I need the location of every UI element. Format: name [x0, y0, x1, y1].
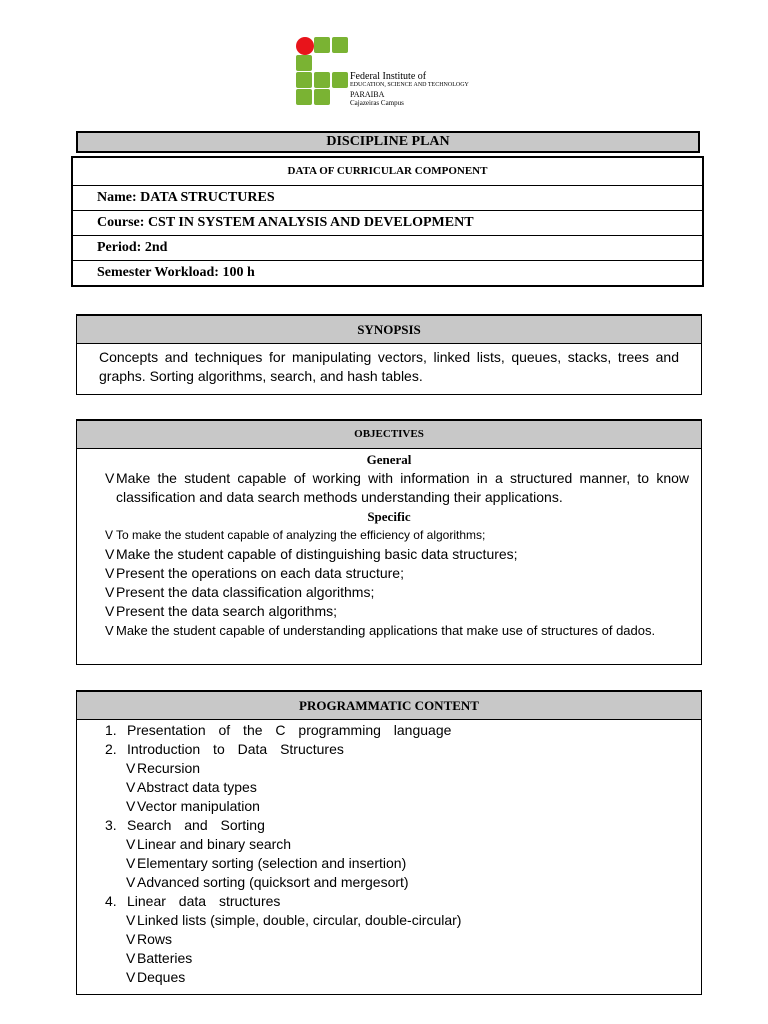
- bullet-icon: V: [105, 565, 115, 581]
- bullet-icon: V: [105, 603, 115, 619]
- item-number: 1.: [105, 722, 117, 738]
- sub-item-label: Deques: [137, 969, 186, 985]
- row-value: 2nd: [144, 240, 168, 255]
- logo-text-line1: Federal Institute of: [350, 71, 427, 82]
- list-item: [77, 740, 701, 759]
- general-subheading: General: [366, 452, 412, 467]
- objectives-section: [76, 419, 702, 665]
- row-label: Name:: [97, 190, 137, 205]
- list-item: [77, 892, 701, 911]
- list-item: [77, 621, 701, 640]
- synopsis-text: Concepts and techniques for manipulating vectors, linked lists, queues, stacks, trees and graphs. Sorting algorithms, search, and hash tables.: [99, 349, 679, 384]
- programmatic-list: [77, 720, 701, 987]
- sub-item: [77, 949, 701, 968]
- item-number: 3.: [105, 817, 117, 833]
- row-label: Semester Workload:: [97, 265, 219, 280]
- sub-item-label: Recursion: [137, 760, 201, 776]
- sub-item-label: Linked lists (simple, double, circular, double-circular): [137, 912, 462, 928]
- bullet-icon: V: [105, 623, 114, 638]
- specific-objective-text: Make the student capable of understanding applications that make use of structures of dados.: [116, 623, 656, 638]
- row-label: Course:: [97, 215, 145, 230]
- item-number: 2.: [105, 741, 117, 757]
- synopsis-header: SYNOPSIS: [77, 315, 701, 344]
- sub-item: [77, 911, 701, 930]
- item-label: Presentation of the C programming language: [127, 722, 452, 738]
- logo-square: [314, 72, 330, 88]
- institute-logo: [296, 37, 496, 107]
- bullet-icon: V: [126, 969, 136, 985]
- course-row: [73, 211, 702, 236]
- item-number: 4.: [105, 893, 117, 909]
- sub-item-label: Elementary sorting (selection and insertion): [137, 855, 407, 871]
- item-label: Search and Sorting: [127, 817, 265, 833]
- sub-item-label: Vector manipulation: [137, 798, 260, 814]
- logo-square: [296, 89, 312, 105]
- logo-square: [296, 72, 312, 88]
- bullet-icon: V: [126, 912, 136, 928]
- period-row: [73, 236, 702, 261]
- bullet-icon: V: [126, 950, 136, 966]
- logo-red-dot: [296, 37, 314, 55]
- sub-item: [77, 873, 701, 892]
- row-value: CST IN SYSTEM ANALYSIS AND DEVELOPMENT: [147, 215, 474, 230]
- bullet-icon: V: [105, 528, 114, 542]
- general-objective-text: Make the student capable of working with information in a structured manner, to know classification and data search methods understanding their applications.: [116, 470, 689, 505]
- sub-item-label: Advanced sorting (quicksort and mergesort): [137, 874, 409, 890]
- bullet-icon: V: [105, 546, 115, 562]
- bullet-icon: V: [126, 798, 136, 814]
- bullet-icon: V: [126, 855, 136, 871]
- sub-item: [77, 854, 701, 873]
- logo-square: [314, 89, 330, 105]
- sub-item: [77, 778, 701, 797]
- sub-item: [77, 797, 701, 816]
- bullet-icon: V: [126, 931, 136, 947]
- logo-square: [314, 37, 330, 53]
- specific-objective-text: Present the data classification algorithms;: [116, 584, 375, 600]
- bullet-icon: V: [105, 584, 115, 600]
- logo-text-line3: PARAIBA: [350, 90, 385, 99]
- curricular-header: DATA OF CURRICULAR COMPONENT: [73, 158, 702, 186]
- logo-square: [332, 72, 348, 88]
- sub-item-label: Batteries: [137, 950, 193, 966]
- row-value: 100 h: [222, 265, 255, 280]
- logo-text-line2: EDUCATION, SCIENCE AND TECHNOLOGY: [350, 82, 469, 88]
- curricular-component-table: [71, 156, 704, 287]
- bullet-icon: V: [126, 779, 136, 795]
- sub-item-label: Abstract data types: [137, 779, 257, 795]
- specific-objective-text: To make the student capable of analyzing the efficiency of algorithms;: [116, 528, 486, 542]
- sub-item: [77, 759, 701, 778]
- list-item: [77, 602, 701, 621]
- sub-item: [77, 835, 701, 854]
- specific-subheading: Specific: [367, 509, 411, 524]
- list-item: [77, 583, 701, 602]
- list-item: [77, 469, 701, 507]
- specific-objective-text: Make the student capable of distinguishing basic data structures;: [116, 546, 518, 562]
- sub-item-label: Linear and binary search: [137, 836, 292, 852]
- sub-item: [77, 968, 701, 987]
- logo-square: [332, 37, 348, 53]
- item-label: Introduction to Data Structures: [127, 741, 344, 757]
- page-title: DISCIPLINE PLAN: [76, 131, 700, 153]
- logo-square: [296, 55, 312, 71]
- list-item: [77, 564, 701, 583]
- sub-item-label: Rows: [137, 931, 173, 947]
- logo-text-line4: Cajazeiras Campus: [350, 99, 404, 107]
- workload-row: [73, 261, 702, 285]
- programmatic-content-section: [76, 690, 702, 995]
- programmatic-header: PROGRAMMATIC CONTENT: [77, 691, 701, 720]
- objectives-header: OBJECTIVES: [77, 420, 701, 449]
- list-item: [77, 816, 701, 835]
- row-value: DATA STRUCTURES: [140, 190, 275, 205]
- list-item: [77, 721, 701, 740]
- bullet-icon: V: [105, 470, 115, 486]
- sub-item: [77, 930, 701, 949]
- item-label: Linear data structures: [127, 893, 281, 909]
- synopsis-section: [76, 314, 702, 395]
- list-item: [77, 545, 701, 564]
- list-item: [77, 526, 701, 545]
- name-row: [73, 186, 702, 211]
- row-label: Period:: [97, 240, 142, 255]
- specific-objective-text: Present the data search algorithms;: [116, 603, 338, 619]
- bullet-icon: V: [126, 836, 136, 852]
- specific-objective-text: Present the operations on each data structure;: [116, 565, 404, 581]
- bullet-icon: V: [126, 874, 136, 890]
- bullet-icon: V: [126, 760, 136, 776]
